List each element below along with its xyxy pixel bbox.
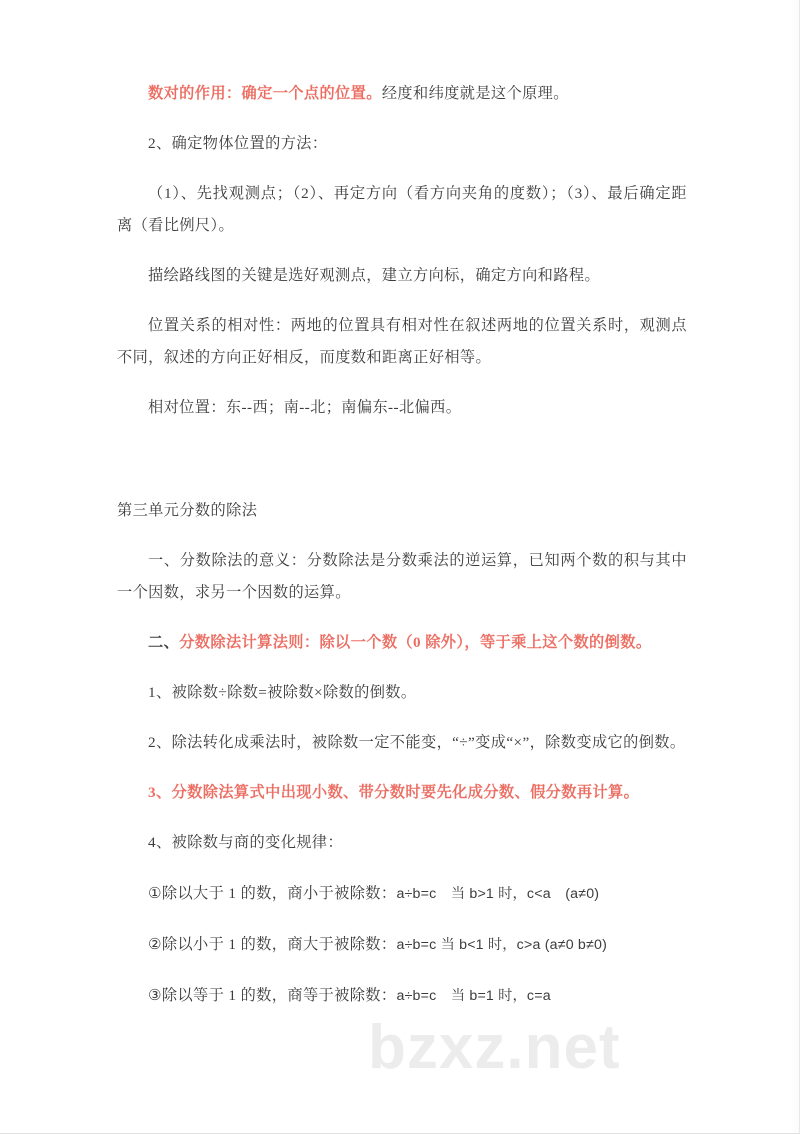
- law-text-2: 除以小于 1 的数，商大于被除数：: [161, 936, 397, 953]
- law-formula-3: a÷b=c 当 b=1 时，c=a: [396, 988, 551, 1004]
- paragraph-relativity-of-position: 位置关系的相对性：两地的位置具有相对性在叙述两地的位置关系时，观测点不同，叙述的方向正好相反，而度数和距离正好相等。: [117, 317, 687, 366]
- paragraph-route-map-key: 描绘路线图的关键是选好观测点，建立方向标，确定方向和路程。: [148, 267, 601, 284]
- paragraph-rule-2: 2、除法转化成乘法时，被除数一定不能变，“÷”变成“×”，除数变成它的倒数。: [148, 734, 686, 751]
- law-item-1: [117, 877, 687, 910]
- page-edge-shading: [790, 0, 799, 1134]
- law-formula-1: a÷b=c 当 b>1 时，c<a (a≠0): [396, 886, 600, 902]
- highlighted-text-rule-3: 3、分数除法算式中出现小数、带分数时要先化成分数、假分数再计算。: [148, 784, 640, 801]
- document-body: [117, 78, 687, 1012]
- paragraph-number-pair-role: [117, 78, 687, 110]
- paragraph-method-heading: 2、确定物体位置的方法：: [148, 135, 328, 152]
- law-item-3: [117, 979, 687, 1012]
- circled-marker-1: ①: [148, 884, 162, 902]
- paragraph-rule-3: [117, 777, 687, 809]
- section-heading-unit-three: 第三单元分数的除法: [117, 502, 258, 519]
- paragraph-division-rule: [117, 627, 687, 659]
- paragraph-meaning-of-fraction-division: 一、分数除法的意义：分数除法是分数乘法的逆运算，已知两个数的积与其中一个因数，求另一个因数的运算。: [117, 552, 687, 601]
- paragraph-rule-4: 4、被除数与商的变化规律：: [148, 834, 344, 851]
- watermark: bzxz.net: [368, 1013, 621, 1082]
- law-formula-2: a÷b=c 当 b<1 时，c>a (a≠0 b≠0): [396, 937, 608, 953]
- highlighted-text-number-pair: 数对的作用：确定一个点的位置。: [148, 85, 382, 102]
- law-text-1: 除以大于 1 的数，商小于被除数：: [161, 885, 397, 902]
- paragraph-rule-1: 1、被除数÷除数=被除数×除数的倒数。: [148, 684, 417, 701]
- list-marker-two: 二、: [148, 634, 180, 651]
- section-divider-space: [117, 424, 687, 495]
- paragraph-method-steps: （1）、先找观测点；（2）、再定方向（看方向夹角的度数）；（3）、最后确定距离（看比例尺）。: [117, 185, 687, 234]
- law-text-3: 除以等于 1 的数，商等于被除数：: [161, 987, 397, 1004]
- circled-marker-2: ②: [148, 935, 162, 953]
- circled-marker-3: ③: [148, 986, 162, 1004]
- paragraph-text-longitude-latitude: 经度和纬度就是这个原理。: [381, 85, 569, 102]
- law-item-2: [117, 928, 687, 961]
- highlighted-text-division-rule: 分数除法计算法则：除以一个数（0 除外），等于乘上这个数的倒数。: [179, 634, 652, 651]
- paragraph-relative-positions: 相对位置：东--西；南--北；南偏东--北偏西。: [148, 399, 462, 416]
